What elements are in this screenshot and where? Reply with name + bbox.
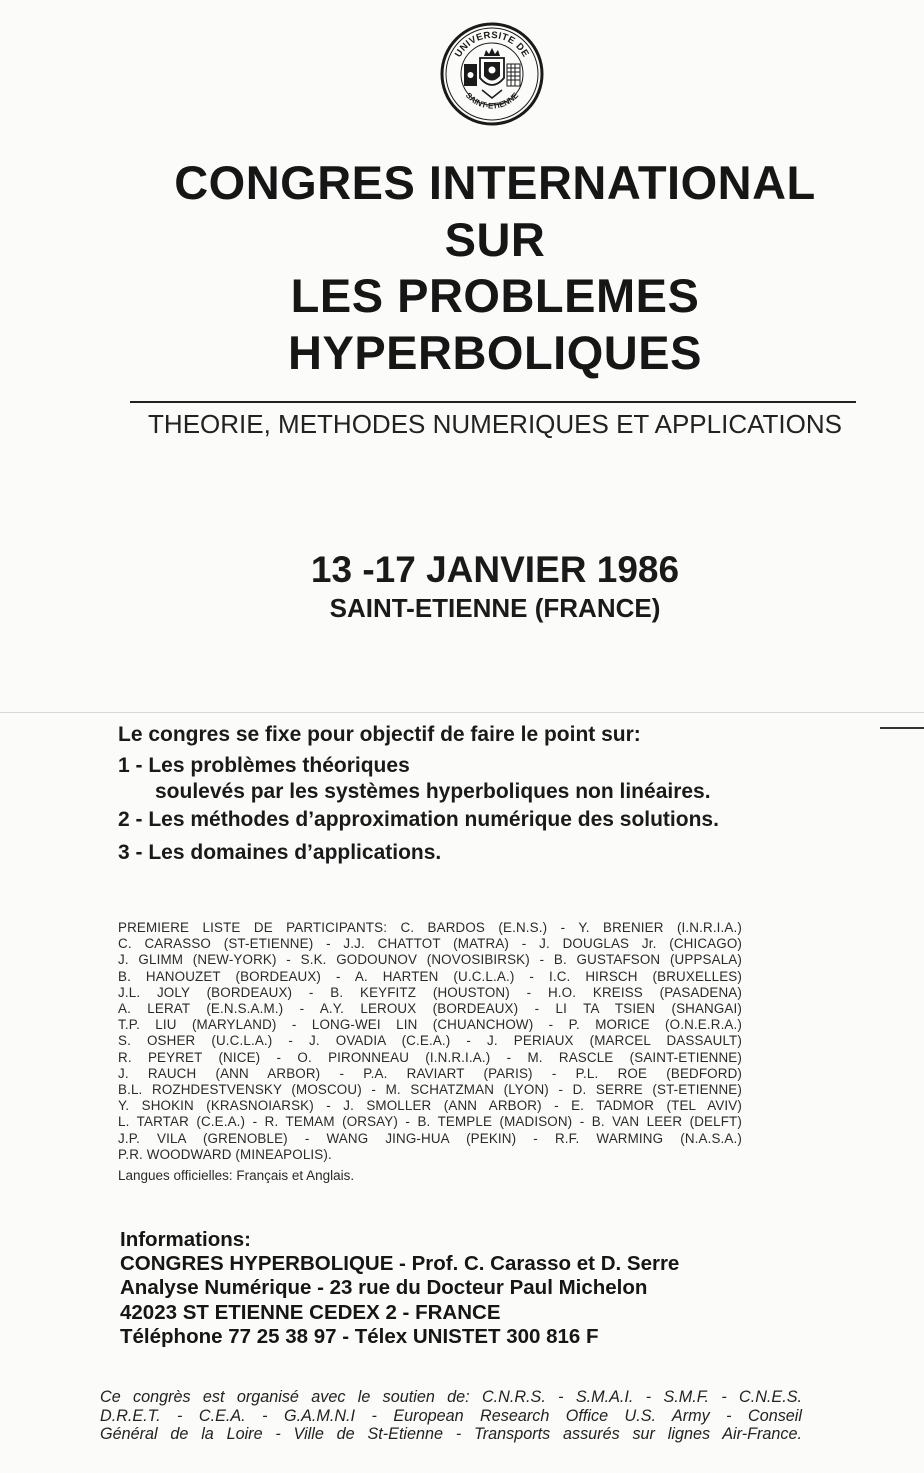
title-line-4: HYPERBOLIQUES	[288, 326, 702, 379]
participants-line: L. TARTAR (C.E.A.) - R. TEMAM (ORSAY) - B. TEMPLE (MADISON) - B. VAN LEER (DELFT)	[118, 1114, 742, 1130]
participants-line: Y. SHOKIN (KRASNOIARSK) - J. SMOLLER (ANN ARBOR) - E. TADMOR (TEL AVIV)	[118, 1098, 742, 1114]
seal-text-top: UNIVERSITE DE	[452, 29, 532, 60]
objective-item-line: 2 - Les méthodes d’approximation numérique des solutions.	[118, 808, 719, 831]
objective-item-line: 1 - Les problèmes théoriques	[118, 754, 410, 777]
participants-line: J.L. JOLY (BORDEAUX) - B. KEYFITZ (HOUSTON) - H.O. KREISS (PASADENA)	[118, 984, 742, 1000]
event-dates: 13 -17 JANVIER 1986	[310, 549, 680, 590]
title-divider	[130, 401, 856, 403]
participants-line: A. LERAT (E.N.S.A.M.) - A.Y. LEROUX (BORDEAUX) - LI TA TSIEN (SHANGAI)	[118, 1001, 742, 1017]
informations-line: Analyse Numérique - 23 rue du Docteur Paul Michelon	[120, 1276, 648, 1300]
objectives-intro: Le congres se fixe pour objectif de faire le point sur:	[118, 723, 641, 746]
participants-line: R. PEYRET (NICE) - O. PIRONNEAU (I.N.R.I.A.) - M. RASCLE (SAINT-ETIENNE)	[118, 1049, 742, 1065]
participants-line: S. OSHER (U.C.L.A.) - J. OVADIA (C.E.A.) - J. PERIAUX (MARCEL DASSAULT)	[118, 1033, 742, 1049]
informations-line: CONGRES HYPERBOLIQUE - Prof. C. Carasso et D. Serre	[120, 1252, 680, 1276]
objective-item	[118, 753, 711, 805]
sponsors-line: D.R.E.T. - C.E.A. - G.A.M.N.I - European Research Office U.S. Army - Conseil	[100, 1406, 802, 1425]
fold-mark	[880, 727, 924, 729]
university-seal-icon	[440, 20, 544, 128]
seal-text-bottom: SAINT-ETIENNE	[463, 90, 521, 111]
event-place: SAINT-ETIENNE (FRANCE)	[329, 593, 661, 623]
informations-block	[120, 1228, 679, 1349]
participants-line: PREMIERE LISTE DE PARTICIPANTS: C. BARDOS (E.N.S.) - Y. BRENIER (I.N.R.I.A.)	[118, 920, 742, 935]
sponsors-line: Général de la Loire - Ville de St-Etienne - Transports assurés sur lignes Air-France.	[100, 1425, 802, 1444]
title-line-3: LES PROBLEMES	[290, 269, 700, 322]
objective-item	[118, 840, 441, 866]
objective-item-line: 3 - Les domaines d’applications.	[118, 841, 442, 864]
participants-line: C. CARASSO (ST-ETIENNE) - J.J. CHATTOT (MATRA) - J. DOUGLAS Jr. (CHICAGO)	[118, 936, 742, 952]
participants-line: B.L. ROZHDESTVENSKY (MOSCOU) - M. SCHATZMAN (LYON) - D. SERRE (ST-ETIENNE)	[118, 1082, 742, 1098]
title-line-1: CONGRES INTERNATIONAL	[174, 156, 816, 209]
participants-line: P.R. WOODWARD (MINEAPOLIS).	[118, 1146, 332, 1162]
participants-line: J. RAUCH (ANN ARBOR) - P.A. RAVIART (PARIS) - P.L. ROE (BEDFORD)	[118, 1065, 742, 1081]
participants-line: T.P. LIU (MARYLAND) - LONG-WEI LIN (CHUANCHOW) - P. MORICE (O.N.E.R.A.)	[118, 1017, 742, 1033]
paper-fold	[0, 712, 924, 713]
subtitle: THEORIE, METHODES NUMERIQUES ET APPLICATIONS	[148, 409, 842, 439]
sponsors-note	[100, 1388, 802, 1444]
sponsors-line: Ce congrès est organisé avec le soutien de: C.N.R.S. - S.M.A.I. - S.M.F. - C.N.E.S.	[100, 1388, 802, 1406]
participants-list	[118, 920, 742, 1163]
objective-item-continuation: soulevés par les systèmes hyperboliques non linéaires.	[155, 780, 711, 803]
participants-line: J.P. VILA (GRENOBLE) - WANG JING-HUA (PEKIN) - R.F. WARMING (N.A.S.A.)	[118, 1130, 742, 1146]
informations-line: 42023 ST ETIENNE CEDEX 2 - FRANCE	[120, 1300, 501, 1324]
informations-line: Téléphone 77 25 38 97 - Télex UNISTET 300 816 F	[120, 1324, 599, 1348]
participants-line: B. HANOUZET (BORDEAUX) - A. HARTEN (U.C.L.A.) - I.C. HIRSCH (BRUXELLES)	[118, 968, 742, 984]
title-line-2: SUR	[444, 213, 546, 266]
objective-item	[118, 807, 719, 833]
official-languages: Langues officielles: Français et Anglais.	[118, 1168, 355, 1183]
informations-heading: Informations:	[120, 1228, 251, 1251]
participants-line: J. GLIMM (NEW-YORK) - S.K. GODOUNOV (NOVOSIBIRSK) - B. GUSTAFSON (UPPSALA)	[118, 952, 742, 968]
